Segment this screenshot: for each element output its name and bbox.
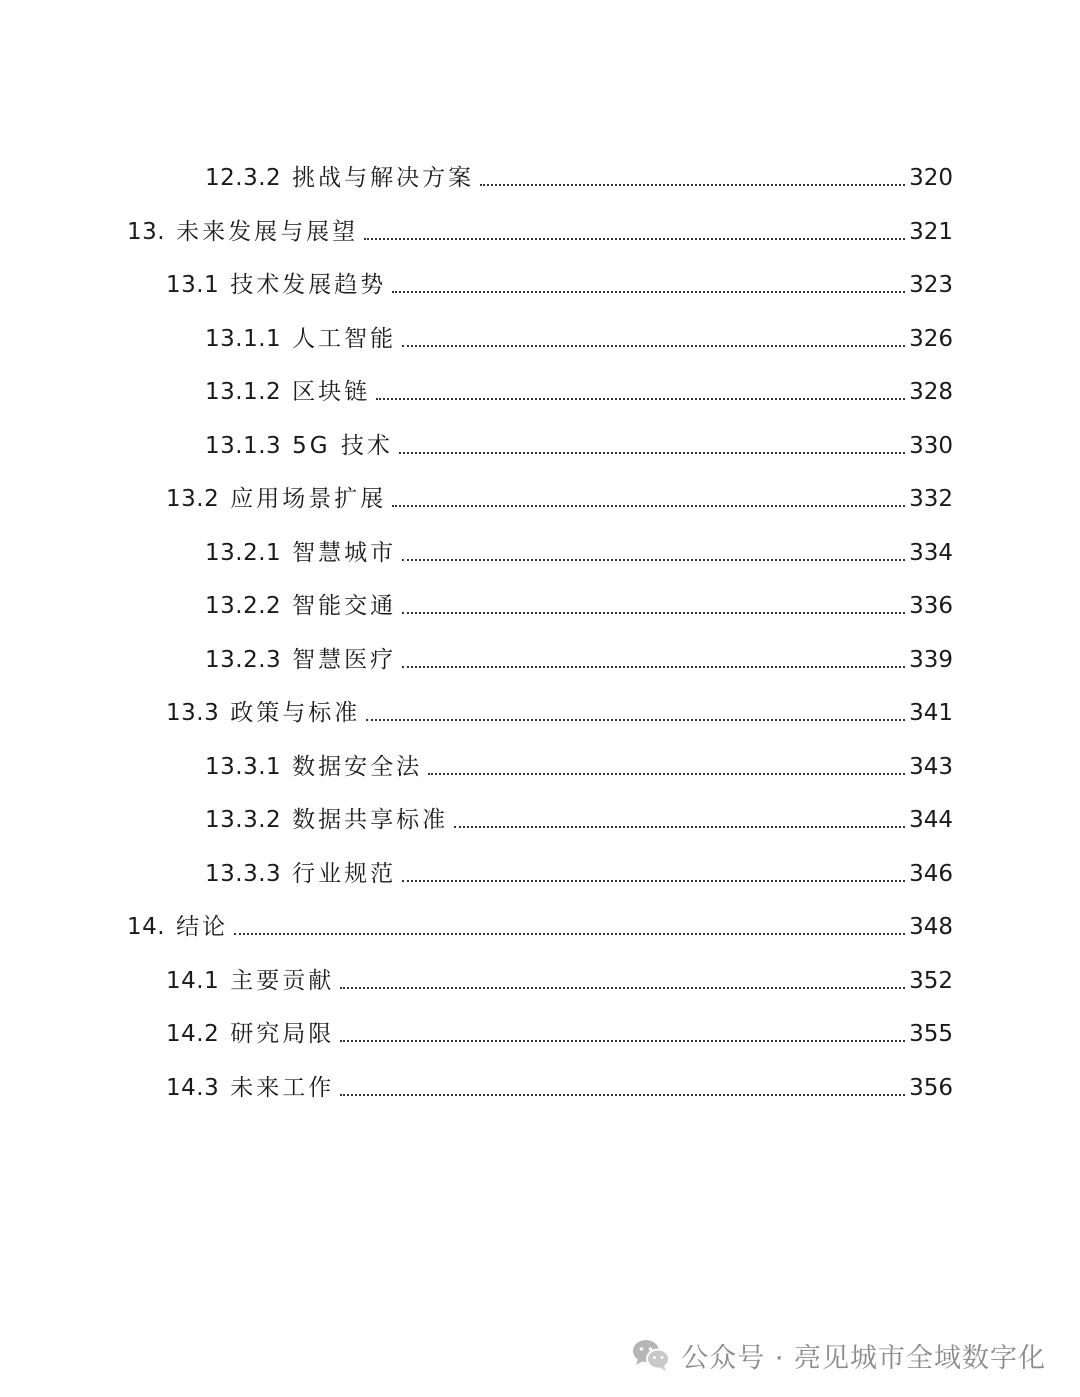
toc-entry-title: 技术发展趋势 <box>230 272 387 298</box>
toc-entry[interactable] <box>127 211 953 247</box>
toc-entry-number: 13.1 <box>166 272 220 298</box>
toc-entry[interactable] <box>205 585 953 621</box>
toc-entry-page: 341 <box>909 700 953 726</box>
toc-entry-title: 人工智能 <box>292 325 397 352</box>
toc-entry[interactable] <box>205 746 953 782</box>
toc-entry[interactable] <box>205 799 953 835</box>
toc-entry-number: 13.1.2 <box>205 379 282 405</box>
toc-entry-title: 应用场景扩展 <box>230 486 387 512</box>
toc-entry-page: 339 <box>909 646 953 673</box>
toc-entry-page: 330 <box>909 432 953 459</box>
toc-entry-number: 13.3.3 <box>205 860 282 887</box>
toc-entry-page: 323 <box>909 272 953 298</box>
toc-leader-dots <box>392 505 905 507</box>
toc-entry-number: 14.3 <box>166 1074 220 1101</box>
toc-leader-dots <box>402 612 905 614</box>
toc-entry-number: 13.3 <box>166 700 220 726</box>
toc-entry[interactable] <box>166 478 953 514</box>
toc-entry-title: 行业规范 <box>292 860 397 887</box>
toc-entry-title: 未来工作 <box>230 1074 335 1101</box>
toc-leader-dots <box>340 987 905 989</box>
toc-leader-dots <box>366 719 905 721</box>
toc-entry[interactable] <box>166 1067 953 1103</box>
toc-entry-number: 12.3.2 <box>205 165 282 191</box>
toc-entry-number: 14. <box>127 914 166 940</box>
toc-entry-title: 研究局限 <box>230 1021 335 1047</box>
toc-entry[interactable] <box>205 532 953 568</box>
toc-entry-number: 13. <box>127 218 166 245</box>
toc-leader-dots <box>399 452 905 454</box>
toc-entry-number: 13.2.1 <box>205 539 282 566</box>
toc-entry-page: 355 <box>909 1021 953 1047</box>
toc-entry-number: 14.2 <box>166 1021 220 1047</box>
toc-entry-title: 智慧城市 <box>292 539 397 566</box>
wechat-icon <box>631 1338 671 1372</box>
toc-entry[interactable] <box>127 906 953 942</box>
toc-entry-page: 321 <box>909 218 953 245</box>
toc-entry[interactable] <box>205 371 953 407</box>
toc-entry-number: 13.3.2 <box>205 807 282 833</box>
toc-entry-page: 328 <box>909 379 953 405</box>
toc-entry-page: 336 <box>909 593 953 619</box>
toc-entry[interactable] <box>205 157 953 193</box>
toc-entry-page: 346 <box>909 860 953 887</box>
toc-entry-title: 政策与标准 <box>230 700 361 726</box>
toc-entry-page: 352 <box>909 967 953 994</box>
toc-entry[interactable] <box>205 639 953 675</box>
toc-entry[interactable] <box>166 264 953 300</box>
toc-entry-page: 348 <box>909 914 953 940</box>
toc-entry-page: 334 <box>909 539 953 566</box>
toc-entry[interactable] <box>166 1013 953 1049</box>
toc-entry-title: 智慧医疗 <box>292 646 397 673</box>
toc-entry-title: 挑战与解决方案 <box>292 165 475 191</box>
toc-entry-page: 344 <box>909 807 953 833</box>
toc-entry-page: 326 <box>909 325 953 352</box>
watermark <box>631 1335 1046 1375</box>
toc-entry-title: 区块链 <box>292 379 371 405</box>
toc-leader-dots <box>480 184 905 186</box>
watermark-text: 公众号 · 亮见城市全域数字化 <box>681 1342 1046 1374</box>
toc-entry[interactable] <box>166 960 953 996</box>
toc-leader-dots <box>402 559 905 561</box>
toc-leader-dots <box>234 933 905 935</box>
toc-entry-page: 356 <box>909 1074 953 1101</box>
toc-entry-number: 13.2.2 <box>205 593 282 619</box>
toc-leader-dots <box>340 1040 905 1042</box>
toc-leader-dots <box>402 345 905 347</box>
toc-entry-number: 14.1 <box>166 967 220 994</box>
toc-entry-number: 13.2.3 <box>205 646 282 673</box>
toc-entry-title: 智能交通 <box>292 593 397 619</box>
toc-entry[interactable] <box>205 318 953 354</box>
toc-entry-number: 13.3.1 <box>205 753 282 780</box>
toc-entry-number: 13.2 <box>166 486 220 512</box>
toc-entry-page: 320 <box>909 165 953 191</box>
toc-leader-dots <box>402 880 905 882</box>
toc-leader-dots <box>376 398 905 400</box>
toc-entry-title: 结论 <box>176 914 229 940</box>
toc-leader-dots <box>454 826 905 828</box>
toc-leader-dots <box>340 1094 905 1096</box>
toc-leader-dots <box>364 238 905 240</box>
toc-entry-number: 13.1.3 <box>205 432 282 459</box>
toc-leader-dots <box>402 666 905 668</box>
toc-entry-title: 数据共享标准 <box>292 807 449 833</box>
toc-entry-number: 13.1.1 <box>205 325 282 352</box>
toc-entry-title: 数据安全法 <box>292 753 423 780</box>
toc-leader-dots <box>392 291 905 293</box>
toc-leader-dots <box>428 773 905 775</box>
toc-entry-title: 未来发展与展望 <box>176 218 359 245</box>
toc-entry-title: 5G 技术 <box>292 432 393 459</box>
toc-entry[interactable] <box>205 425 953 461</box>
toc-entry-page: 332 <box>909 486 953 512</box>
toc-entry-title: 主要贡献 <box>230 967 335 994</box>
toc-entry[interactable] <box>166 692 953 728</box>
toc-entry-page: 343 <box>909 753 953 780</box>
toc-entry[interactable] <box>205 853 953 889</box>
